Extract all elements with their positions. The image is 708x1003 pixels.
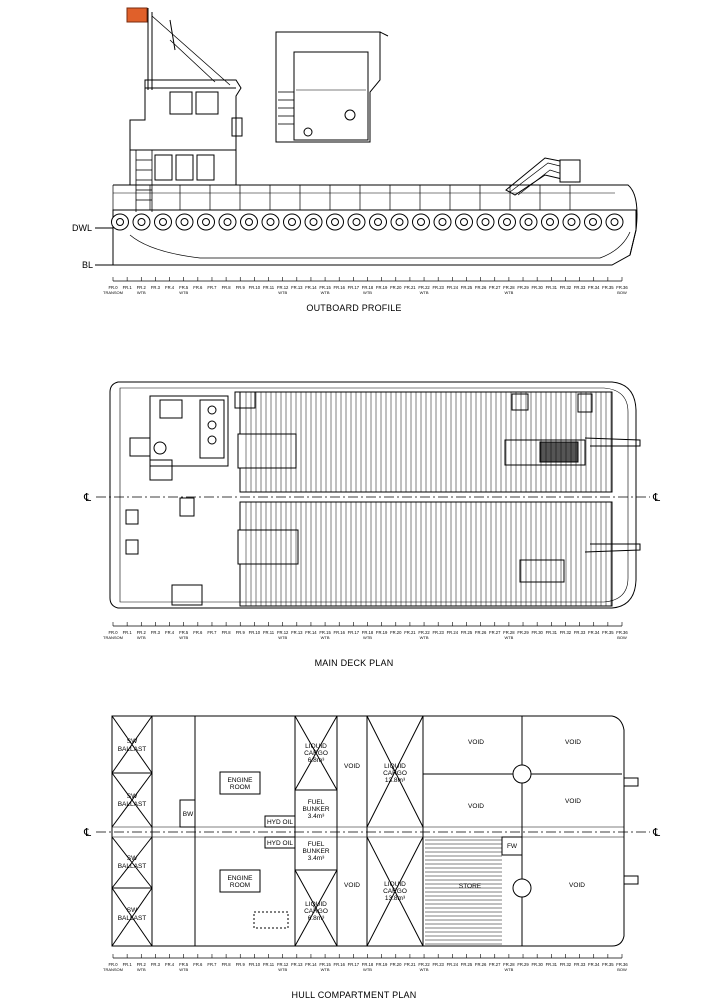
frame-label: FR.15 <box>319 962 331 967</box>
frame-label: FR.2 <box>136 962 146 967</box>
frame-label: FR.24 <box>446 962 459 967</box>
frame-label: FR.25 <box>460 630 473 635</box>
frame-label: FR.31 <box>545 630 558 635</box>
frame-label: FR.27 <box>489 285 501 290</box>
frame-label: FR.0 <box>108 285 118 290</box>
frame-sublabel: WTB <box>504 967 514 972</box>
frame-label: FR.3 <box>150 962 160 967</box>
frame-label: FR.36 <box>616 630 628 635</box>
frame-label: FR.4 <box>165 630 175 635</box>
frame-label: FR.14 <box>305 285 317 290</box>
frame-label: FR.35 <box>602 285 614 290</box>
frame-sublabel: WTB <box>278 967 288 972</box>
liquid-cargo-label: LIQUID CARGO 6.8m³ <box>304 743 328 764</box>
frame-label: FR.14 <box>305 630 317 635</box>
wheelhouse <box>130 80 241 185</box>
frame-label: FR.12 <box>276 285 289 290</box>
frame-label: FR.16 <box>333 962 345 967</box>
frame-label: FR.9 <box>235 962 245 967</box>
frame-sublabel: WTB <box>278 635 288 640</box>
outboard-profile-title: OUTBOARD PROFILE <box>306 303 402 313</box>
frame-label: FR.22 <box>418 630 430 635</box>
frame-sublabel: WTB <box>419 635 429 640</box>
main-deck-plan-drawing <box>0 370 708 700</box>
void-label: VOID <box>344 763 360 770</box>
frame-label: FR.0 <box>108 962 118 967</box>
centerline-left: ℄ <box>84 492 92 504</box>
frame-sublabel: WTB <box>136 967 146 972</box>
frame-label: FR.33 <box>573 962 586 967</box>
frame-scale <box>103 622 628 640</box>
engine-room-label: ENGINE ROOM <box>227 875 253 889</box>
frame-label: FR.32 <box>559 962 572 967</box>
fw-label: FW <box>506 843 518 850</box>
frame-label: FR.23 <box>432 630 444 635</box>
deck-cabin <box>276 32 380 142</box>
frame-label: FR.36 <box>616 962 628 967</box>
frame-label: FR.16 <box>333 285 345 290</box>
frame-label: FR.28 <box>503 285 515 290</box>
frame-label: FR.30 <box>531 285 543 290</box>
frame-sublabel: WTB <box>419 290 429 295</box>
frame-label: FR.30 <box>531 630 543 635</box>
hull-compartment-plan-title: HULL COMPARTMENT PLAN <box>291 990 417 1000</box>
frame-scale <box>103 277 628 295</box>
frame-label: FR.23 <box>432 285 444 290</box>
frame-label: FR.2 <box>136 630 146 635</box>
frame-label: FR.5 <box>179 285 189 290</box>
store-label: STORE <box>458 883 482 890</box>
frame-label: FR.20 <box>390 630 402 635</box>
frame-label: FR.18 <box>361 630 374 635</box>
frame-label: FR.27 <box>489 962 501 967</box>
frame-label: FR.4 <box>165 285 175 290</box>
frame-sublabel: BOW <box>617 635 627 640</box>
frame-sublabel: BOW <box>617 290 627 295</box>
hull-plan-outline <box>112 716 624 946</box>
frame-sublabel: WTB <box>278 290 288 295</box>
frame-label: FR.12 <box>276 630 289 635</box>
frame-label: FR.25 <box>460 962 473 967</box>
frame-sublabel: BOW <box>617 967 627 972</box>
frame-label: FR.12 <box>276 962 289 967</box>
void-label: VOID <box>565 739 581 746</box>
main-deck-plan-title: MAIN DECK PLAN <box>314 658 394 668</box>
frame-label: FR.23 <box>432 962 444 967</box>
frame-scale <box>103 954 628 972</box>
frame-label: FR.20 <box>390 285 402 290</box>
liquid-cargo-label: LIQUID CARGO 13.8m³ <box>383 763 407 784</box>
frame-label: FR.10 <box>248 630 261 635</box>
frame-label: FR.21 <box>404 962 416 967</box>
void-label: VOID <box>344 882 360 889</box>
frame-label: FR.7 <box>207 630 217 635</box>
frame-label: FR.13 <box>291 962 303 967</box>
frame-label: FR.10 <box>248 285 261 290</box>
frame-label: FR.6 <box>193 962 203 967</box>
frame-label: FR.5 <box>179 630 189 635</box>
frame-label: FR.29 <box>517 285 529 290</box>
frame-label: FR.33 <box>573 630 586 635</box>
frame-label: FR.20 <box>390 962 402 967</box>
frame-label: FR.9 <box>235 285 245 290</box>
frame-label: FR.8 <box>221 630 231 635</box>
centerline-left: ℄ <box>84 827 92 839</box>
frame-label: FR.31 <box>545 285 558 290</box>
frame-label: FR.22 <box>418 962 430 967</box>
frame-label: FR.26 <box>474 630 487 635</box>
frame-label: FR.5 <box>179 962 189 967</box>
frame-label: FR.24 <box>446 630 459 635</box>
frame-sublabel: TRANSOM <box>103 635 123 640</box>
crane <box>506 158 580 195</box>
hyd-oil-label: HYD OIL <box>266 840 294 847</box>
frame-label: FR.13 <box>291 285 303 290</box>
frame-label: FR.29 <box>517 630 529 635</box>
dwl-label: DWL <box>72 223 92 233</box>
frame-label: FR.35 <box>602 630 614 635</box>
frame-label: FR.13 <box>291 630 303 635</box>
frame-label: FR.34 <box>588 962 600 967</box>
fender-row <box>112 214 624 230</box>
frame-label: FR.8 <box>221 962 231 967</box>
frame-label: FR.3 <box>150 285 160 290</box>
void-label: VOID <box>468 739 484 746</box>
frame-label: FR.1 <box>122 962 132 967</box>
frame-sublabel: TRANSOM <box>103 967 123 972</box>
frame-label: FR.25 <box>460 285 473 290</box>
frame-label: FR.11 <box>262 285 275 290</box>
frame-label: FR.24 <box>446 285 459 290</box>
fuel-bunker-label: FUEL BUNKER 3.4m³ <box>302 799 330 820</box>
frame-label: FR.19 <box>375 285 388 290</box>
frame-label: FR.3 <box>150 630 160 635</box>
frame-label: FR.11 <box>262 962 275 967</box>
frame-sublabel: WTB <box>363 635 372 640</box>
frame-label: FR.21 <box>404 630 416 635</box>
frame-label: FR.31 <box>545 962 558 967</box>
sw-ballast-label: SW BALLAST <box>117 907 147 922</box>
liquid-cargo-label: LIQUID CARGO 13.8m³ <box>383 881 407 902</box>
frame-sublabel: WTB <box>504 635 514 640</box>
sw-ballast-label: SW BALLAST <box>117 793 147 808</box>
frame-label: FR.34 <box>588 630 600 635</box>
frame-label: FR.28 <box>503 962 515 967</box>
bw-label: BW <box>182 811 194 818</box>
frame-label: FR.26 <box>474 962 487 967</box>
frame-label: FR.18 <box>361 285 374 290</box>
void-label: VOID <box>569 882 585 889</box>
hull-compartment-plan-drawing <box>0 700 708 1000</box>
frame-label: FR.9 <box>235 630 245 635</box>
frame-label: FR.16 <box>333 630 345 635</box>
frame-label: FR.35 <box>602 962 614 967</box>
frame-label: FR.14 <box>305 962 317 967</box>
frame-sublabel: TRANSOM <box>103 290 123 295</box>
frame-sublabel: WTB <box>504 290 514 295</box>
deck-outline <box>110 382 636 608</box>
frame-sublabel: WTB <box>320 635 330 640</box>
frame-label: FR.33 <box>573 285 586 290</box>
frame-label: FR.7 <box>207 962 217 967</box>
frame-label: FR.17 <box>347 285 360 290</box>
frame-label: FR.7 <box>207 285 217 290</box>
fuel-bunker-label: FUEL BUNKER 3.4m³ <box>302 841 330 862</box>
frame-label: FR.27 <box>489 630 501 635</box>
sw-ballast-label: SW BALLAST <box>117 738 147 753</box>
centerline-right: ℄ <box>653 492 661 504</box>
frame-label: FR.6 <box>193 630 203 635</box>
engine-room-label: ENGINE ROOM <box>227 777 253 791</box>
frame-label: FR.18 <box>361 962 374 967</box>
frame-label: FR.15 <box>319 630 331 635</box>
frame-label: FR.10 <box>248 962 261 967</box>
frame-sublabel: WTB <box>320 967 330 972</box>
frame-label: FR.8 <box>221 285 231 290</box>
frame-sublabel: WTB <box>136 290 146 295</box>
frame-label: FR.6 <box>193 285 203 290</box>
frame-sublabel: WTB <box>136 635 146 640</box>
void-label: VOID <box>565 798 581 805</box>
frame-sublabel: WTB <box>363 290 372 295</box>
frame-label: FR.28 <box>503 630 515 635</box>
frame-sublabel: WTB <box>179 290 189 295</box>
frame-label: FR.2 <box>136 285 146 290</box>
frame-label: FR.32 <box>559 630 572 635</box>
frame-label: FR.17 <box>347 630 360 635</box>
frame-sublabel: WTB <box>179 635 189 640</box>
frame-label: FR.29 <box>517 962 529 967</box>
frame-label: FR.32 <box>559 285 572 290</box>
frame-label: FR.1 <box>122 285 132 290</box>
frame-label: FR.19 <box>375 630 388 635</box>
frame-sublabel: WTB <box>419 967 429 972</box>
frame-label: FR.34 <box>588 285 600 290</box>
frame-label: FR.30 <box>531 962 543 967</box>
flag <box>127 8 147 22</box>
frame-label: FR.15 <box>319 285 331 290</box>
frame-label: FR.11 <box>262 630 275 635</box>
bl-label: BL <box>82 260 94 270</box>
frame-label: FR.36 <box>616 285 628 290</box>
frame-label: FR.4 <box>165 962 175 967</box>
sw-ballast-label: SW BALLAST <box>117 855 147 870</box>
frame-sublabel: WTB <box>363 967 372 972</box>
hyd-oil-label: HYD OIL <box>266 819 294 826</box>
frame-label: FR.19 <box>375 962 388 967</box>
frame-sublabel: WTB <box>179 967 189 972</box>
frame-label: FR.26 <box>474 285 487 290</box>
frame-label: FR.21 <box>404 285 416 290</box>
frame-label: FR.0 <box>108 630 118 635</box>
centerline-right: ℄ <box>653 827 661 839</box>
outboard-profile-drawing <box>0 0 708 330</box>
liquid-cargo-label: LIQUID CARGO 6.8m³ <box>304 901 328 922</box>
void-label: VOID <box>468 803 484 810</box>
frame-label: FR.1 <box>122 630 132 635</box>
frame-label: FR.17 <box>347 962 360 967</box>
frame-label: FR.22 <box>418 285 430 290</box>
frame-sublabel: WTB <box>320 290 330 295</box>
